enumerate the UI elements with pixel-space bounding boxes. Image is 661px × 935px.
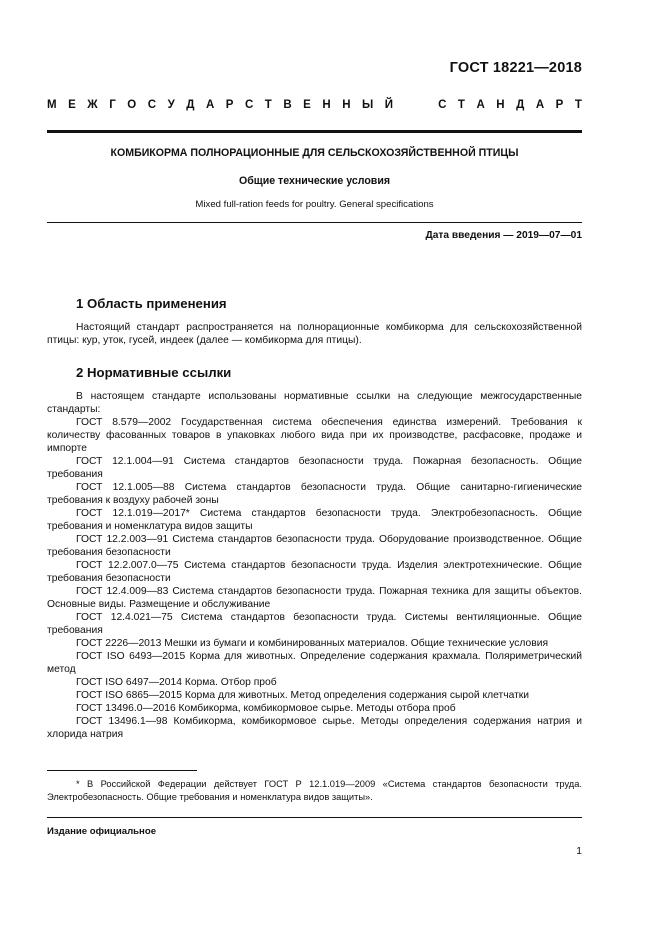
banner-letter: С [244, 99, 254, 111]
normative-reference: ГОСТ 12.2.003—91 Система стандартов безопасности труда. Оборудование производственное. Общие требования безопасности [47, 534, 582, 558]
normative-reference: ГОСТ 12.1.004—91 Система стандартов безопасности труда. Пожарная безопасность. Общие требования [47, 456, 582, 480]
section-2-body [47, 390, 582, 741]
banner-letter: Т [264, 99, 272, 111]
footer-rule [47, 817, 582, 818]
paragraph: Настоящий стандарт распространяется на полнорационные комбикорма для сельскохозяйственной птицы: кур, уток, гусей, индеек (далее — комбикорма для птицы). [47, 322, 582, 346]
normative-reference: ГОСТ 13496.0—2016 Комбикорма, комбикормовое сырье. Методы отбора проб [76, 703, 456, 714]
banner-letter: С [147, 99, 157, 111]
banner-letter: У [167, 99, 175, 111]
section-2-heading: 2 Нормативные ссылки [76, 365, 232, 380]
banner-letter: О [127, 99, 137, 111]
normative-reference: ГОСТ 12.1.019—2017* Система стандартов безопасности труда. Электробезопасность. Общие требования и номенклатура видов защиты [47, 508, 582, 532]
header-rule [47, 130, 582, 133]
footnote-rule [47, 770, 197, 771]
banner-letter: В [283, 99, 292, 111]
banner-letter: Р [225, 99, 234, 111]
banner-letter: Н [322, 99, 331, 111]
word-gap [405, 99, 427, 111]
banner-letter: Е [303, 99, 311, 111]
banner-letter: Е [68, 99, 76, 111]
banner-letter: Н [342, 99, 351, 111]
normative-reference: ГОСТ 12.2.007.0—75 Система стандартов безопасности труда. Изделия электротехнические. Общие требования безопасности [47, 560, 582, 584]
normative-reference: ГОСТ ISO 6865—2015 Корма для животных. Метод определения содержания сырой клетчатки [76, 690, 530, 701]
normative-reference: ГОСТ 12.1.005—88 Система стандартов безопасности труда. Общие санитарно-гигиенические требования к воздуху рабочей зоны [47, 482, 582, 506]
banner-letter: А [535, 99, 545, 111]
banner-letter: Ж [87, 99, 98, 111]
banner-letter: Р [555, 99, 564, 111]
normative-reference: ГОСТ ISO 6497—2014 Корма. Отбор проб [76, 677, 277, 688]
banner-letter: Й [384, 99, 394, 111]
normative-reference: ГОСТ 12.4.009—83 Система стандартов безопасности труда. Пожарная техника для защиты объектов. Основные виды. Размещение и обслуживание [47, 586, 582, 610]
paragraph: В настоящем стандарте использованы нормативные ссылки на следующие межгосударственные стандарты: [47, 391, 582, 415]
footnote: * В Российской Федерации действует ГОСТ Р 12.1.019—2009 «Система стандартов безопасности труда. Электробезопасность. Общие требования и номенклатура видов защиты». [47, 779, 582, 802]
document-subtitle: Общие технические условия [238, 175, 391, 187]
title-rule [47, 222, 582, 223]
banner-letter: Т [574, 99, 582, 111]
banner-letter: С [438, 99, 447, 111]
normative-reference: ГОСТ 12.4.021—75 Система стандартов безопасности труда. Системы вентиляционные. Общие требования [47, 612, 582, 636]
banner-letter: А [205, 99, 215, 111]
gost-code: ГОСТ 18221—2018 [449, 60, 582, 76]
interstate-standard-banner [47, 99, 582, 111]
banner-letter: М [47, 99, 57, 111]
normative-reference: ГОСТ 8.579—2002 Государственная система обеспечения единства измерений. Требования к количеству фасованных товаров в упаковках любого вида при их производстве, расфасовке, продаже и импорте [47, 417, 582, 454]
page-number: 1 [576, 846, 582, 857]
banner-letter: Ы [362, 99, 374, 111]
official-edition-label: Издание официальное [47, 826, 157, 837]
section-1-heading: 1 Область применения [76, 296, 227, 311]
section-1-body [47, 321, 582, 347]
banner-letter: А [476, 99, 485, 111]
english-title: Mixed full-ration feeds for poultry. General specifications [195, 199, 434, 210]
normative-reference: ГОСТ ISO 6493—2015 Корма для животных. Определение содержания крахмала. Поляриметрический метод [47, 651, 582, 675]
normative-reference: ГОСТ 2226—2013 Мешки из бумаги и комбинированных материалов. Общие технические условия [76, 638, 549, 649]
banner-letter: Т [457, 99, 465, 111]
normative-reference: ГОСТ 13496.1—98 Комбикорма, комбикормовое сырье. Методы определения содержания натрия и хлорида натрия [47, 716, 582, 740]
introduction-date: Дата введения — 2019—07—01 [425, 230, 582, 241]
document-title: КОМБИКОРМА ПОЛНОРАЦИОННЫЕ ДЛЯ СЕЛЬСКОХОЗЯЙСТВЕННОЙ ПТИЦЫ [110, 147, 519, 159]
banner-letter: Д [516, 99, 525, 111]
banner-letter: Н [496, 99, 505, 111]
banner-letter: Г [109, 99, 116, 111]
banner-letter: Д [186, 99, 195, 111]
